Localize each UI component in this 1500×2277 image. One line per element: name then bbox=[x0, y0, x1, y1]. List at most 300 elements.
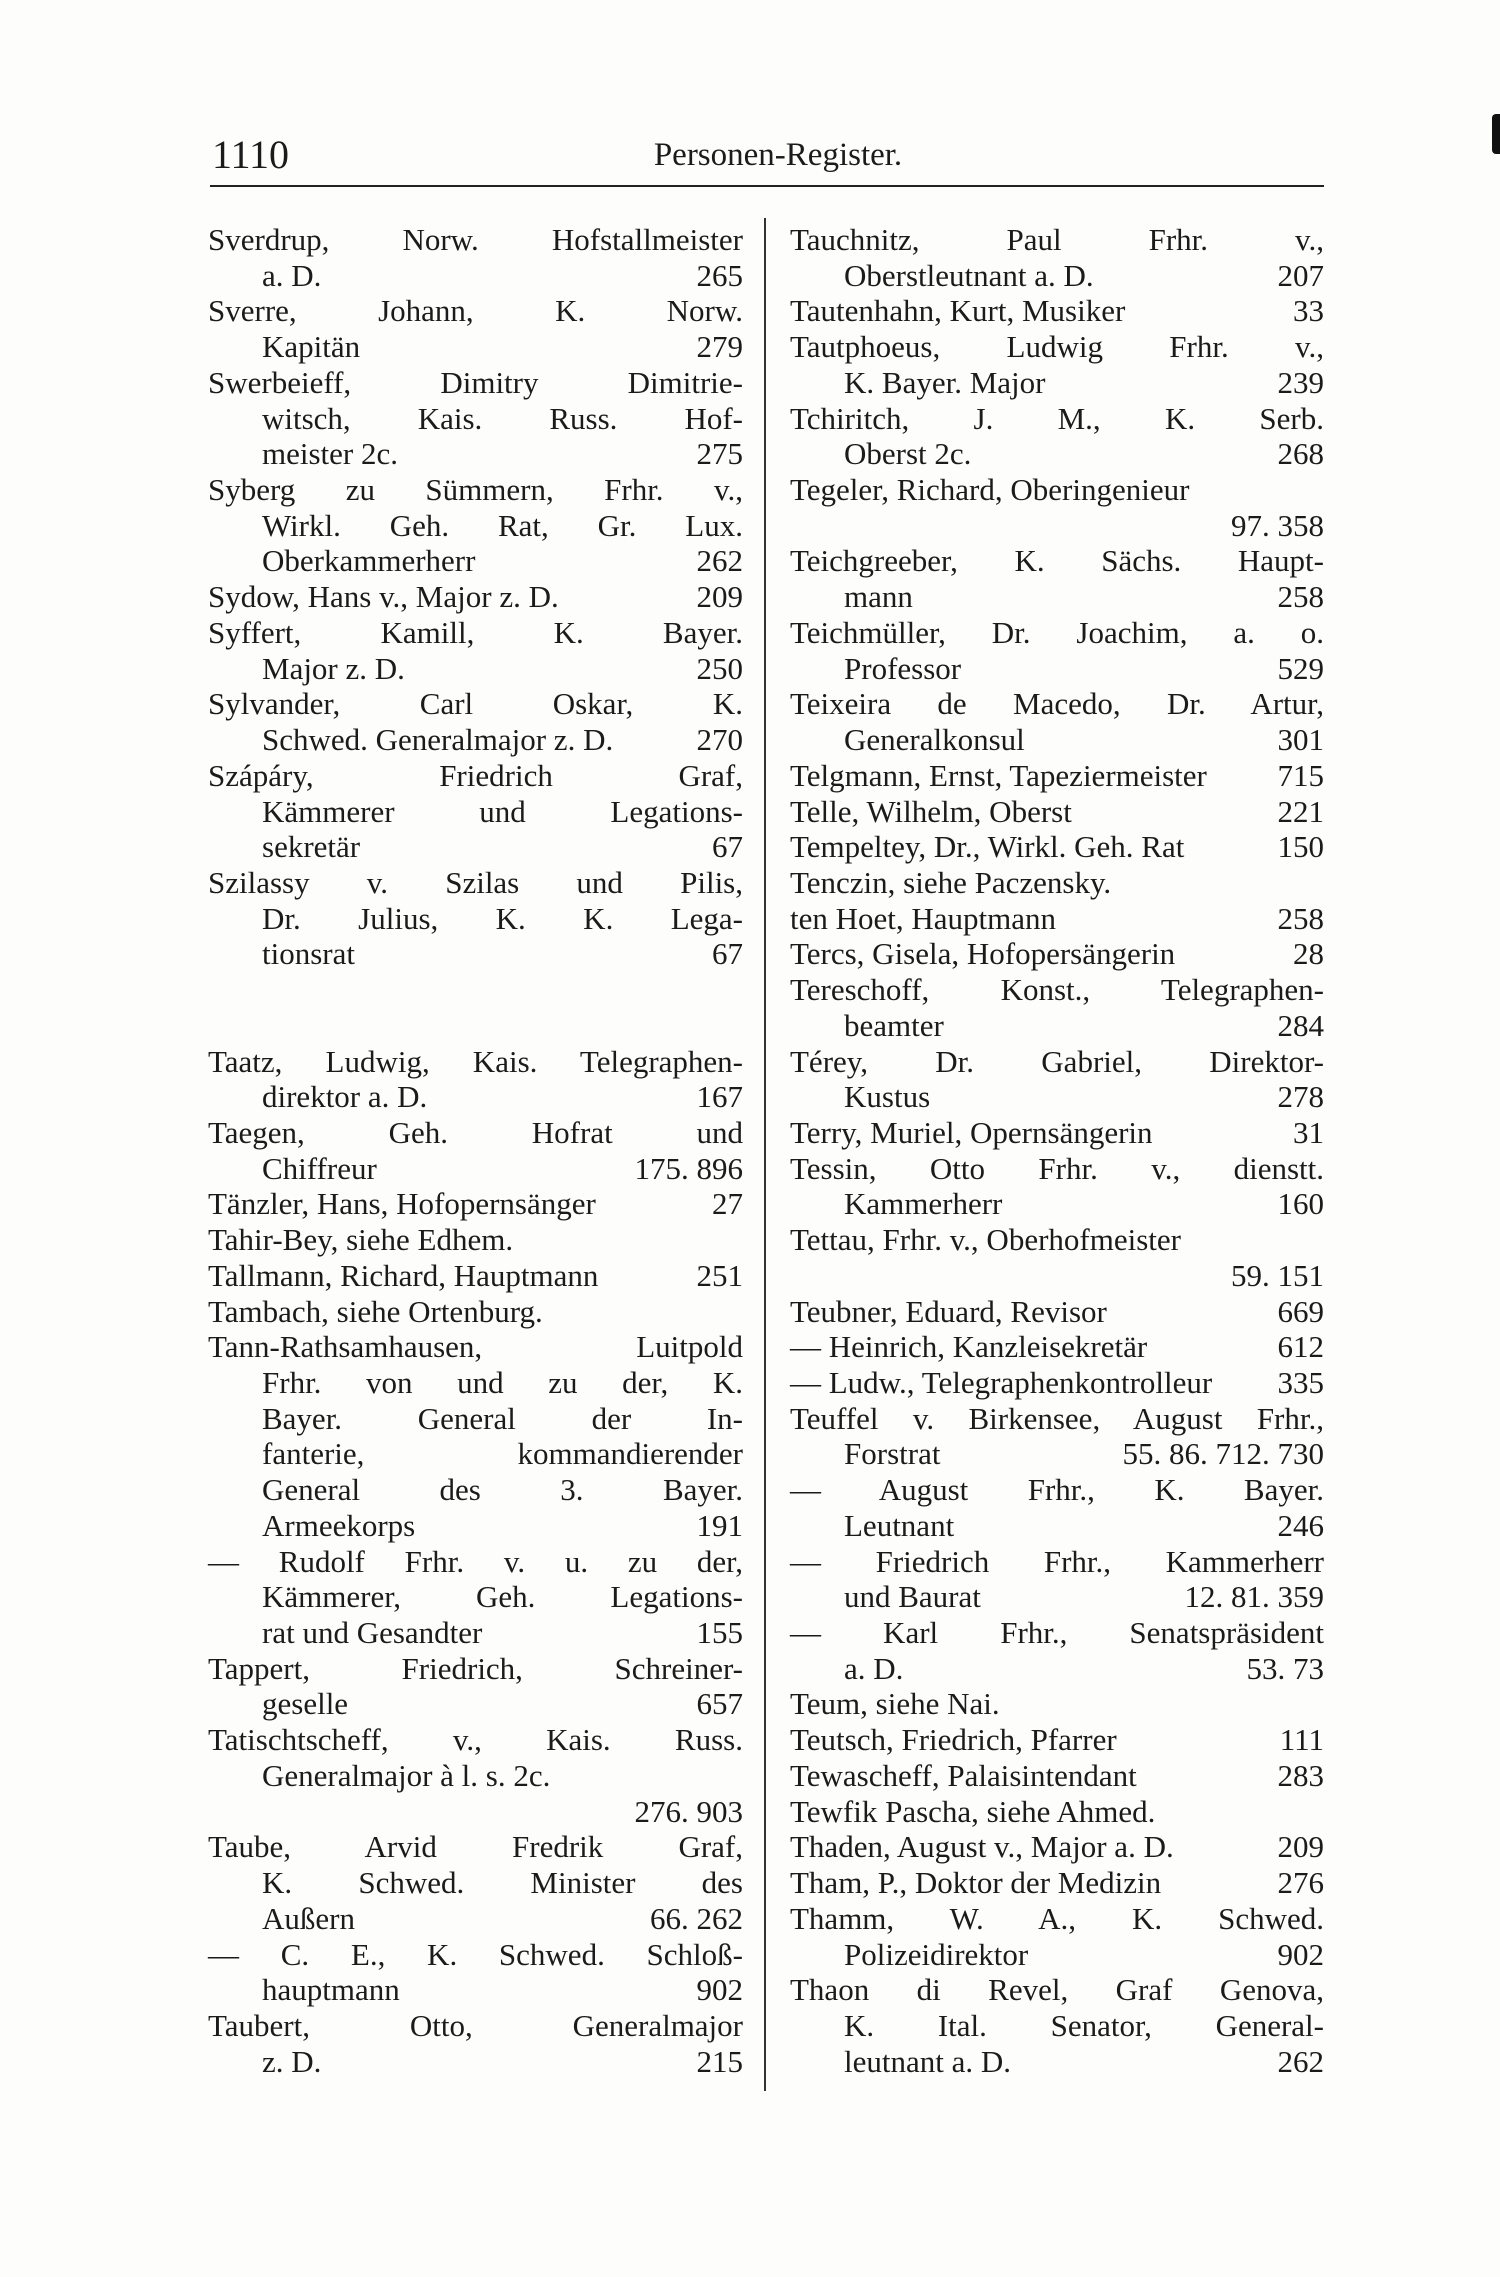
register-entry bbox=[790, 329, 1324, 400]
register-entry bbox=[790, 1401, 1324, 1472]
entry-line bbox=[790, 436, 1324, 472]
register-entry bbox=[790, 1472, 1324, 1543]
register-entry bbox=[208, 365, 743, 472]
entry-text: beamter bbox=[844, 1007, 944, 1043]
page-reference: 669 bbox=[1277, 1293, 1324, 1329]
page-reference: 12. 81. 359 bbox=[1184, 1579, 1324, 1615]
register-entry bbox=[208, 293, 743, 364]
register-entry bbox=[790, 794, 1324, 830]
entry-text: Syberg zu Sümmern, Frhr. v., bbox=[208, 472, 743, 508]
entry-text: Kämmerer und Legations- bbox=[262, 793, 743, 829]
register-entry bbox=[790, 686, 1324, 757]
entry-line bbox=[208, 1401, 743, 1437]
entry-text: hauptmann bbox=[262, 1972, 400, 2008]
page-reference: 67 bbox=[712, 936, 743, 972]
entry-line bbox=[208, 222, 743, 258]
entry-text: Tham, P., Doktor der Medizin bbox=[790, 1865, 1162, 1901]
entry-text: Oberstleutnant a. D. bbox=[844, 257, 1094, 293]
page-reference: 268 bbox=[1277, 436, 1324, 472]
entry-text: Teubner, Eduard, Revisor bbox=[790, 1293, 1107, 1329]
register-entry bbox=[790, 293, 1324, 329]
entry-text: tionsrat bbox=[262, 936, 355, 972]
entry-line bbox=[208, 1294, 743, 1330]
entry-line bbox=[790, 1544, 1324, 1580]
register-entry bbox=[208, 686, 743, 757]
entry-text: Tambach, siehe Ortenburg. bbox=[208, 1293, 543, 1329]
entry-line bbox=[790, 222, 1324, 258]
page-reference: 209 bbox=[1277, 1829, 1324, 1865]
register-entry bbox=[790, 1901, 1324, 1972]
entry-text: sekretär bbox=[262, 829, 361, 865]
entry-line bbox=[208, 865, 743, 901]
register-entry bbox=[790, 1972, 1324, 2079]
entry-text: Tenczin, siehe Paczensky. bbox=[790, 864, 1112, 900]
register-entry bbox=[790, 901, 1324, 937]
register-entry bbox=[790, 401, 1324, 472]
page-reference: 31 bbox=[1293, 1114, 1324, 1150]
entry-line bbox=[208, 365, 743, 401]
register-entry bbox=[790, 1294, 1324, 1330]
entry-line bbox=[790, 508, 1324, 544]
page-reference: 258 bbox=[1277, 900, 1324, 936]
entry-text: Tann-Rathsamhausen, Luitpold bbox=[208, 1329, 743, 1365]
entry-text: Teichmüller, Dr. Joachim, a. o. bbox=[790, 614, 1324, 650]
register-entry bbox=[790, 865, 1324, 901]
entry-line bbox=[790, 1472, 1324, 1508]
entry-line bbox=[208, 722, 743, 758]
entry-text: Szilassy v. Szilas und Pilis, bbox=[208, 864, 743, 900]
entry-text: Tewascheff, Palaisintendant bbox=[790, 1757, 1137, 1793]
entry-text: Tegeler, Richard, Oberingenieur bbox=[790, 472, 1190, 508]
entry-text: Tahir-Bey, siehe Edhem. bbox=[208, 1222, 514, 1258]
register-entry bbox=[208, 1937, 743, 2008]
entry-line bbox=[790, 1151, 1324, 1187]
entry-line bbox=[208, 1651, 743, 1687]
entry-text: witsch, Kais. Russ. Hof- bbox=[262, 400, 743, 436]
register-entry bbox=[208, 579, 743, 615]
entry-text: Sylvander, Carl Oskar, K. bbox=[208, 686, 743, 722]
page-reference: 902 bbox=[696, 1972, 743, 2008]
entry-line bbox=[208, 1186, 743, 1222]
entry-text: Taatz, Ludwig, Kais. Telegraphen- bbox=[208, 1043, 743, 1079]
page-reference: 262 bbox=[696, 543, 743, 579]
entry-line bbox=[790, 901, 1324, 937]
entry-text: — Friedrich Frhr., Kammerherr bbox=[790, 1543, 1324, 1579]
register-entry bbox=[790, 936, 1324, 972]
entry-line bbox=[208, 472, 743, 508]
entry-line bbox=[790, 1008, 1324, 1044]
entry-text: Thaden, August v., Major a. D. bbox=[790, 1829, 1174, 1865]
register-entry bbox=[208, 1258, 743, 1294]
entry-line bbox=[790, 794, 1324, 830]
entry-line bbox=[208, 329, 743, 365]
entry-line bbox=[790, 1937, 1324, 1973]
entry-line bbox=[790, 1615, 1324, 1651]
entry-line bbox=[790, 651, 1324, 687]
entry-text: Chiffreur bbox=[262, 1150, 377, 1186]
page-reference: 209 bbox=[696, 579, 743, 615]
register-entry bbox=[790, 829, 1324, 865]
register-entry bbox=[208, 222, 743, 293]
page-reference: 301 bbox=[1277, 722, 1324, 758]
register-entry bbox=[790, 1115, 1324, 1151]
page-number: 1110 bbox=[212, 132, 290, 177]
entry-text: Major z. D. bbox=[262, 650, 405, 686]
page-reference: 657 bbox=[696, 1686, 743, 1722]
page-reference: 262 bbox=[1277, 2043, 1324, 2079]
header-rule bbox=[210, 185, 1324, 187]
page-reference: 612 bbox=[1277, 1329, 1324, 1365]
entry-line bbox=[208, 1222, 743, 1258]
entry-line bbox=[790, 1329, 1324, 1365]
entry-line bbox=[208, 2044, 743, 2080]
entry-line bbox=[208, 1151, 743, 1187]
entry-line bbox=[208, 615, 743, 651]
entry-text: mann bbox=[844, 579, 913, 615]
register-entry bbox=[790, 1722, 1324, 1758]
entry-text: — Heinrich, Kanzleisekretär bbox=[790, 1329, 1148, 1365]
letter-group bbox=[790, 222, 1324, 2079]
entry-line bbox=[790, 1865, 1324, 1901]
entry-line bbox=[208, 2008, 743, 2044]
register-entry bbox=[790, 1365, 1324, 1401]
entry-text: Sverdrup, Norw. Hofstallmeister bbox=[208, 222, 743, 257]
entry-line bbox=[790, 1901, 1324, 1937]
entry-text: und Baurat bbox=[844, 1579, 981, 1615]
register-entry bbox=[208, 1544, 743, 1651]
entry-text: Tautphoeus, Ludwig Frhr. v., bbox=[790, 329, 1324, 365]
entry-text: Armeekorps bbox=[262, 1507, 416, 1543]
entry-line bbox=[208, 1794, 743, 1830]
register-entry bbox=[208, 865, 743, 972]
entry-line bbox=[790, 401, 1324, 437]
entry-line bbox=[208, 1865, 743, 1901]
entry-line bbox=[790, 2044, 1324, 2080]
entry-line bbox=[208, 579, 743, 615]
entry-line bbox=[208, 401, 743, 437]
entry-line bbox=[790, 686, 1324, 722]
register-entry bbox=[790, 222, 1324, 293]
entry-text: K. Bayer. Major bbox=[844, 364, 1046, 400]
page-reference: 284 bbox=[1277, 1007, 1324, 1043]
entry-line bbox=[790, 972, 1324, 1008]
entry-line bbox=[790, 1508, 1324, 1544]
entry-text: Tchiritch, J. M., K. Serb. bbox=[790, 400, 1324, 436]
entry-line bbox=[790, 1686, 1324, 1722]
entry-text: K. Schwed. Minister des bbox=[262, 1865, 743, 1901]
entry-line bbox=[208, 651, 743, 687]
page-reference: 265 bbox=[696, 257, 743, 293]
entry-text: Sydow, Hans v., Major z. D. bbox=[208, 579, 559, 615]
page-reference: 59. 151 bbox=[1231, 1257, 1324, 1293]
column-divider bbox=[764, 218, 766, 2091]
entry-text: Tereschoff, Konst., Telegraphen- bbox=[790, 972, 1324, 1008]
register-entry bbox=[208, 1829, 743, 1936]
page-reference: 250 bbox=[696, 650, 743, 686]
entry-text: Frhr. von und zu der, K. bbox=[262, 1365, 743, 1401]
entry-line bbox=[208, 1901, 743, 1937]
page-reference: 28 bbox=[1293, 936, 1324, 972]
entry-text: Kammerherr bbox=[844, 1186, 1003, 1222]
page-reference: 715 bbox=[1277, 757, 1324, 793]
entry-line bbox=[790, 472, 1324, 508]
page-reference: 258 bbox=[1277, 579, 1324, 615]
entry-line bbox=[790, 1079, 1324, 1115]
entry-line bbox=[208, 686, 743, 722]
entry-text: direktor a. D. bbox=[262, 1079, 428, 1115]
letter-group bbox=[208, 222, 743, 972]
entry-text: Syffert, Kamill, K. Bayer. bbox=[208, 614, 743, 650]
entry-text: Thaon di Revel, Graf Genova, bbox=[790, 1972, 1324, 2008]
entry-line bbox=[790, 293, 1324, 329]
left-column bbox=[208, 222, 743, 2079]
register-entry bbox=[790, 972, 1324, 1043]
entry-text: Telgmann, Ernst, Tapeziermeister bbox=[790, 757, 1207, 793]
page-reference: 239 bbox=[1277, 364, 1324, 400]
entry-line bbox=[208, 1258, 743, 1294]
page-reference: 215 bbox=[696, 2043, 743, 2079]
register-entry bbox=[790, 1544, 1324, 1615]
entry-text: Teixeira de Macedo, Dr. Artur, bbox=[790, 686, 1324, 722]
register-entry bbox=[790, 1794, 1324, 1830]
register-entry bbox=[790, 1044, 1324, 1115]
register-entry bbox=[208, 615, 743, 686]
entry-line bbox=[790, 1829, 1324, 1865]
entry-line bbox=[208, 1972, 743, 2008]
right-column bbox=[790, 222, 1324, 2079]
register-entry bbox=[790, 1615, 1324, 1686]
entry-text: Telle, Wilhelm, Oberst bbox=[790, 793, 1072, 829]
entry-text: Bayer. General der In- bbox=[262, 1400, 743, 1436]
entry-text: Tempeltey, Dr., Wirkl. Geh. Rat bbox=[790, 829, 1185, 865]
entry-line bbox=[790, 1758, 1324, 1794]
entry-text: — Karl Frhr., Senatspräsident bbox=[790, 1615, 1324, 1651]
register-entry bbox=[208, 472, 743, 579]
register-entry bbox=[790, 543, 1324, 614]
register-entry bbox=[208, 1186, 743, 1222]
entry-line bbox=[790, 1722, 1324, 1758]
entry-line bbox=[208, 1365, 743, 1401]
entry-text: Tappert, Friedrich, Schreiner- bbox=[208, 1650, 743, 1686]
entry-line bbox=[790, 1401, 1324, 1437]
entry-text: Tallmann, Richard, Hauptmann bbox=[208, 1257, 599, 1293]
entry-line bbox=[790, 329, 1324, 365]
entry-text: Tatischtscheff, v., Kais. Russ. bbox=[208, 1722, 743, 1758]
entry-text: Dr. Julius, K. K. Lega- bbox=[262, 900, 743, 936]
entry-line bbox=[790, 258, 1324, 294]
entry-text: rat und Gesandter bbox=[262, 1615, 483, 1651]
entry-text: Tänzler, Hans, Hofopernsänger bbox=[208, 1186, 596, 1222]
entry-line bbox=[208, 1544, 743, 1580]
entry-line bbox=[790, 1436, 1324, 1472]
page-reference: 221 bbox=[1277, 793, 1324, 829]
entry-text: General des 3. Bayer. bbox=[262, 1472, 743, 1508]
letter-group bbox=[208, 1044, 743, 2080]
entry-line bbox=[790, 579, 1324, 615]
page-header bbox=[212, 128, 1322, 182]
register-entry bbox=[790, 1222, 1324, 1293]
entry-text: Tauchnitz, Paul Frhr. v., bbox=[790, 222, 1324, 257]
register-entry bbox=[208, 2008, 743, 2079]
entry-text: Thamm, W. A., K. Schwed. bbox=[790, 1900, 1324, 1936]
register-entry bbox=[208, 1044, 743, 1115]
entry-text: Tercs, Gisela, Hofopersängerin bbox=[790, 936, 1176, 972]
page-reference: 246 bbox=[1277, 1507, 1324, 1543]
entry-line bbox=[208, 1329, 743, 1365]
entry-text: — Ludw., Telegraphenkontrolleur bbox=[790, 1365, 1213, 1400]
entry-line bbox=[790, 1258, 1324, 1294]
entry-text: Kapitän bbox=[262, 329, 361, 365]
entry-text: — August Frhr., K. Bayer. bbox=[790, 1472, 1324, 1508]
entry-line bbox=[790, 543, 1324, 579]
page-reference: 270 bbox=[696, 722, 743, 758]
register-entry bbox=[790, 1865, 1324, 1901]
entry-line bbox=[790, 1044, 1324, 1080]
entry-text: geselle bbox=[262, 1686, 349, 1722]
entry-line bbox=[208, 758, 743, 794]
entry-line bbox=[208, 1758, 743, 1794]
entry-line bbox=[208, 901, 743, 937]
entry-text: leutnant a. D. bbox=[844, 2043, 1012, 2079]
entry-line bbox=[208, 1115, 743, 1151]
page-reference: 67 bbox=[712, 829, 743, 865]
entry-text: Taegen, Geh. Hofrat und bbox=[208, 1114, 743, 1150]
entry-text: — C. E., K. Schwed. Schloß- bbox=[208, 1936, 743, 1972]
page-reference: 335 bbox=[1277, 1365, 1324, 1400]
register-entry bbox=[208, 1722, 743, 1829]
page-reference: 175. 896 bbox=[634, 1150, 743, 1186]
entry-text: Forstrat bbox=[844, 1436, 941, 1472]
entry-line bbox=[208, 258, 743, 294]
register-entry bbox=[208, 1651, 743, 1722]
register-entry bbox=[790, 1758, 1324, 1794]
scan-artifact bbox=[1492, 114, 1500, 154]
entry-text: Sverre, Johann, K. Norw. bbox=[208, 293, 743, 329]
entry-text: Oberst 2c. bbox=[844, 436, 972, 472]
entry-text: Tewfik Pascha, siehe Ahmed. bbox=[790, 1793, 1156, 1829]
entry-line bbox=[208, 1436, 743, 1472]
entry-line bbox=[790, 758, 1324, 794]
entry-line bbox=[208, 1472, 743, 1508]
register-entry bbox=[790, 758, 1324, 794]
entry-text: Teuffel v. Birkensee, August Frhr., bbox=[790, 1400, 1324, 1436]
page-reference: 111 bbox=[1279, 1722, 1324, 1758]
page-reference: 155 bbox=[696, 1615, 743, 1651]
entry-line bbox=[208, 1937, 743, 1973]
register-entry bbox=[790, 1329, 1324, 1365]
entry-text: Tessin, Otto Frhr. v., dienstt. bbox=[790, 1150, 1324, 1186]
entry-line bbox=[790, 1186, 1324, 1222]
entry-text: Teichgreeber, K. Sächs. Haupt- bbox=[790, 543, 1324, 579]
entry-line bbox=[208, 829, 743, 865]
entry-line bbox=[790, 1222, 1324, 1258]
register-entry bbox=[208, 758, 743, 865]
page-reference: 276 bbox=[1277, 1865, 1324, 1901]
page-reference: 278 bbox=[1277, 1079, 1324, 1115]
entry-text: Tautenhahn, Kurt, Musiker bbox=[790, 293, 1126, 329]
page-reference: 275 bbox=[696, 436, 743, 472]
entry-line bbox=[790, 1794, 1324, 1830]
register-entry bbox=[790, 472, 1324, 543]
entry-line bbox=[790, 1294, 1324, 1330]
entry-text: Swerbeieff, Dimitry Dimitrie- bbox=[208, 364, 743, 400]
entry-text: fanterie, kommandierender bbox=[262, 1436, 743, 1472]
entry-text: Tettau, Frhr. v., Oberhofmeister bbox=[790, 1222, 1181, 1258]
entry-line bbox=[790, 1972, 1324, 2008]
register-entry bbox=[790, 1686, 1324, 1722]
entry-line bbox=[208, 543, 743, 579]
entry-text: Leutnant bbox=[844, 1507, 955, 1543]
page-reference: 33 bbox=[1293, 293, 1324, 329]
entry-line bbox=[790, 365, 1324, 401]
page-reference: 167 bbox=[696, 1079, 743, 1115]
entry-text: Kämmerer, Geh. Legations- bbox=[262, 1579, 743, 1615]
page-reference: 53. 73 bbox=[1246, 1650, 1324, 1686]
entry-text: meister 2c. bbox=[262, 436, 399, 472]
page-reference: 276. 903 bbox=[634, 1793, 743, 1829]
entry-line bbox=[790, 2008, 1324, 2044]
register-entry bbox=[208, 1115, 743, 1186]
entry-line bbox=[208, 1508, 743, 1544]
running-title: Personen-Register. bbox=[653, 137, 903, 173]
page-reference: 207 bbox=[1277, 257, 1324, 293]
entry-line bbox=[208, 1686, 743, 1722]
entry-line bbox=[208, 436, 743, 472]
entry-line bbox=[790, 1115, 1324, 1151]
register-entry bbox=[790, 1829, 1324, 1865]
entry-line bbox=[208, 794, 743, 830]
page-reference: 902 bbox=[1277, 1936, 1324, 1972]
entry-text: Wirkl. Geh. Rat, Gr. Lux. bbox=[262, 507, 743, 543]
entry-text: Terry, Muriel, Opernsängerin bbox=[790, 1114, 1153, 1150]
entry-text: Generalmajor à l. s. 2c. bbox=[262, 1757, 551, 1793]
entry-line bbox=[208, 936, 743, 972]
entry-text: a. D. bbox=[844, 1650, 904, 1686]
entry-text: Schwed. Generalmajor z. D. bbox=[262, 722, 614, 758]
entry-line bbox=[208, 1615, 743, 1651]
entry-text: Térey, Dr. Gabriel, Direktor- bbox=[790, 1043, 1324, 1079]
entry-text: Professor bbox=[844, 650, 962, 686]
page-reference: 150 bbox=[1277, 829, 1324, 865]
entry-text: a. D. bbox=[262, 257, 322, 293]
entry-line bbox=[208, 1044, 743, 1080]
page-reference: 279 bbox=[696, 329, 743, 365]
entry-text: Taube, Arvid Fredrik Graf, bbox=[208, 1829, 743, 1865]
entry-text: K. Ital. Senator, General- bbox=[844, 2007, 1324, 2043]
entry-text: Kustus bbox=[844, 1079, 931, 1115]
page-reference: 191 bbox=[696, 1507, 743, 1543]
entry-line bbox=[208, 1829, 743, 1865]
page-reference: 283 bbox=[1277, 1757, 1324, 1793]
page-reference: 97. 358 bbox=[1231, 507, 1324, 543]
page-reference: 66. 262 bbox=[650, 1900, 743, 1936]
entry-line bbox=[208, 1079, 743, 1115]
register-entry bbox=[208, 1329, 743, 1543]
entry-line bbox=[790, 936, 1324, 972]
register-entry bbox=[790, 1151, 1324, 1222]
entry-text: Oberkammerherr bbox=[262, 543, 476, 579]
entry-text: Polizeidirektor bbox=[844, 1936, 1029, 1972]
page-reference: 55. 86. 712. 730 bbox=[1122, 1436, 1324, 1472]
entry-line bbox=[208, 508, 743, 544]
entry-line bbox=[208, 293, 743, 329]
page-reference: 27 bbox=[712, 1186, 743, 1222]
entry-text: Taubert, Otto, Generalmajor bbox=[208, 2007, 743, 2043]
entry-line bbox=[790, 722, 1324, 758]
entry-line bbox=[790, 615, 1324, 651]
entry-text: Teum, siehe Nai. bbox=[790, 1686, 1000, 1722]
entry-line bbox=[790, 1365, 1324, 1401]
